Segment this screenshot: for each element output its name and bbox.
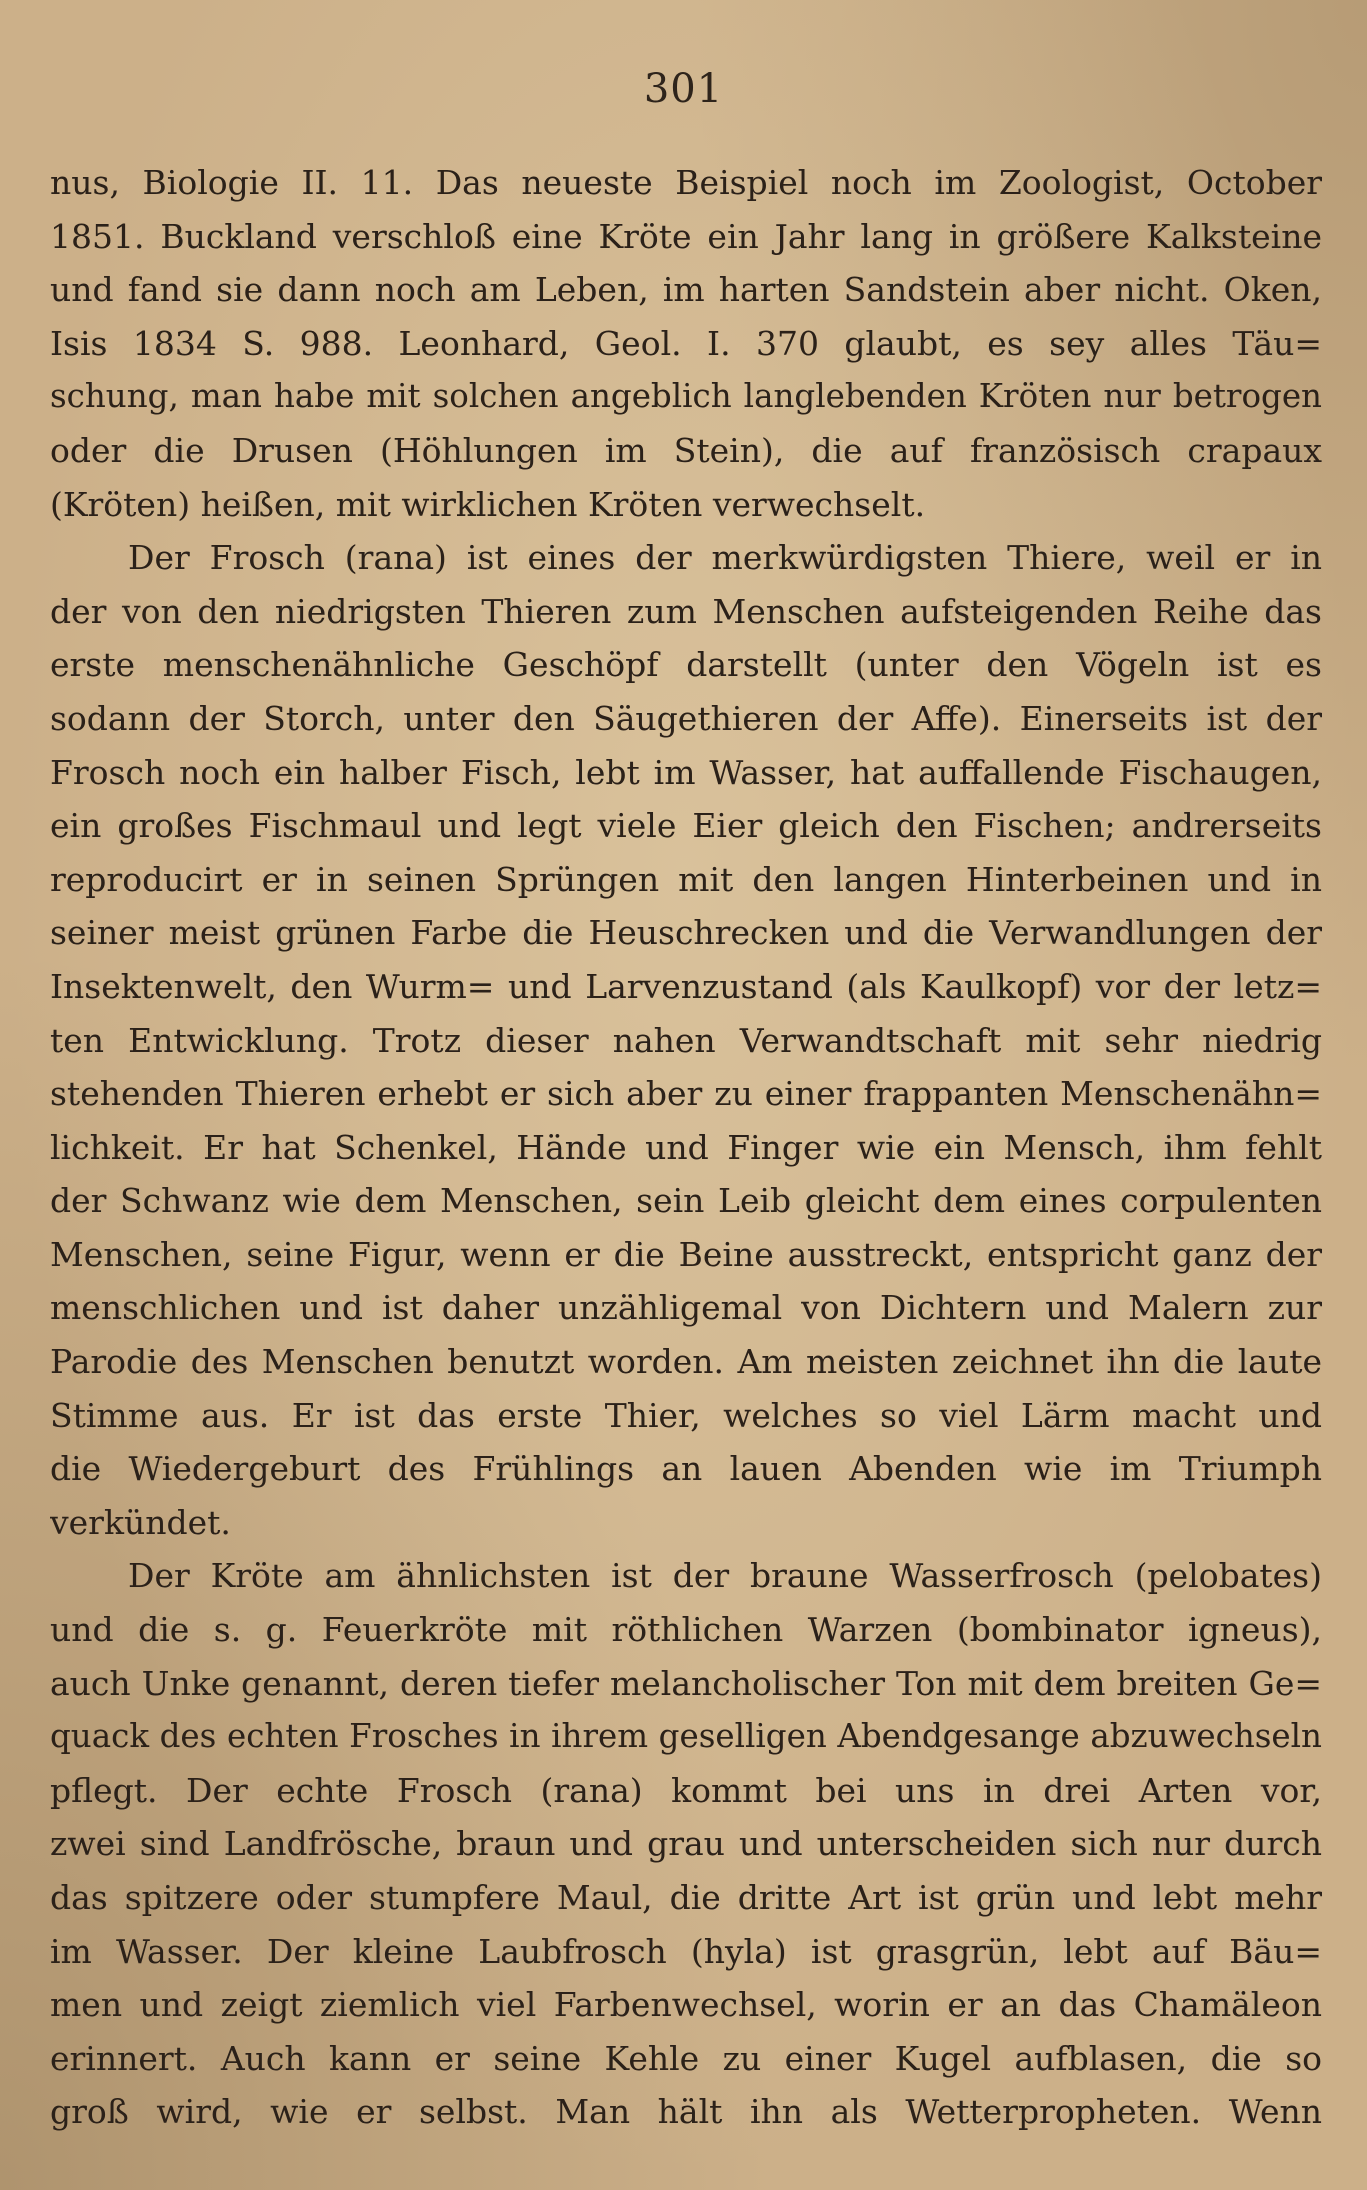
- text-line: lichkeit. Er hat Schenkel, Hände und Finger wie ein Mensch, ihm fehlt: [50, 1127, 1322, 1167]
- text-line: Stimme aus. Er ist das erste Thier, welches so viel Lärm macht und: [50, 1395, 1322, 1435]
- text-line: 1851. Buckland verschloß eine Kröte ein Jahr lang in größere Kalksteine: [50, 216, 1322, 256]
- text-line: schung, man habe mit solchen angeblich langlebenden Kröten nur betrogen: [50, 377, 1322, 416]
- text-line: Der Kröte am ähnlichsten ist der braune Wasserfrosch (pelobates): [128, 1556, 1322, 1596]
- text-line: erste menschenähnliche Geschöpf darstellt (unter den Vögeln ist es: [50, 645, 1322, 685]
- text-line: stehenden Thieren erhebt er sich aber zu einer frappanten Menschenähn=: [50, 1074, 1322, 1114]
- text-line: die Wiedergeburt des Frühlings an lauen Abenden wie im Triumph: [50, 1449, 1322, 1489]
- text-line: men und zeigt ziemlich viel Farbenwechsel, worin er an das Chamäleon: [50, 1985, 1322, 2025]
- page-number: 301: [643, 66, 724, 112]
- text-line: (Kröten) heißen, mit wirklichen Kröten verwechselt.: [50, 484, 926, 524]
- text-line: pflegt. Der echte Frosch (rana) kommt bei uns in drei Arten vor,: [50, 1770, 1322, 1810]
- text-line: groß wird, wie er selbst. Man hält ihn als Wetterpropheten. Wenn: [50, 2092, 1322, 2132]
- text-line: menschlichen und ist daher unzähligemal von Dichtern und Malern zur: [50, 1288, 1322, 1328]
- text-line: Menschen, seine Figur, wenn er die Beine ausstreckt, entspricht ganz der: [50, 1234, 1322, 1274]
- text-line: reproducirt er in seinen Sprüngen mit den langen Hinterbeinen und in: [50, 859, 1322, 899]
- text-line: oder die Drusen (Höhlungen im Stein), die auf französisch crapaux: [50, 430, 1322, 470]
- text-line: zwei sind Landfrösche, braun und grau und unterscheiden sich nur durch: [50, 1824, 1322, 1864]
- text-line: Insektenwelt, den Wurm= und Larvenzustand (als Kaulkopf) vor der letz=: [50, 966, 1322, 1006]
- text-line: auch Unke genannt, deren tiefer melancholischer Ton mit dem breiten Ge=: [50, 1663, 1322, 1703]
- text-line: Der Frosch (rana) ist eines der merkwürdigsten Thiere, weil er in: [128, 538, 1322, 578]
- text-line: verkündet.: [50, 1502, 231, 1542]
- text-line: Isis 1834 S. 988. Leonhard, Geol. I. 370 glaubt, es sey alles Täu=: [50, 323, 1322, 363]
- text-line: der Schwanz wie dem Menschen, sein Leib gleicht dem eines corpulenten: [50, 1181, 1322, 1221]
- text-line: Parodie des Menschen benutzt worden. Am meisten zeichnet ihn die laute: [50, 1342, 1322, 1382]
- text-line: der von den niedrigsten Thieren zum Menschen aufsteigenden Reihe das: [50, 591, 1322, 631]
- text-line: das spitzere oder stumpfere Maul, die dritte Art ist grün und lebt mehr: [50, 1878, 1322, 1917]
- text-line: und fand sie dann noch am Leben, im harten Sandstein aber nicht. Oken,: [50, 270, 1322, 310]
- text-line: erinnert. Auch kann er seine Kehle zu einer Kugel aufblasen, die so: [50, 2038, 1322, 2078]
- text-line: und die s. g. Feuerkröte mit röthlichen Warzen (bombinator igneus),: [50, 1610, 1322, 1650]
- text-line: nus, Biologie II. 11. Das neueste Beispiel noch im Zoologist, October: [50, 163, 1322, 202]
- text-line: im Wasser. Der kleine Laubfrosch (hyla) ist grasgrün, lebt auf Bäu=: [50, 1931, 1322, 1971]
- text-line: sodann der Storch, unter den Säugethieren der Affe). Einerseits ist der: [50, 698, 1322, 738]
- text-line: Frosch noch ein halber Fisch, lebt im Wasser, hat auffallende Fischaugen,: [50, 752, 1322, 792]
- text-line: quack des echten Frosches in ihrem geselligen Abendgesange abzuwechseln: [50, 1717, 1322, 1756]
- page-text: [50, 156, 1322, 2139]
- text-line: ein großes Fischmaul und legt viele Eier gleich den Fischen; andrerseits: [50, 806, 1322, 846]
- text-line: ten Entwicklung. Trotz dieser nahen Verwandtschaft mit sehr niedrig: [50, 1020, 1322, 1060]
- text-line: seiner meist grünen Farbe die Heuschrecken und die Verwandlungen der: [50, 913, 1322, 953]
